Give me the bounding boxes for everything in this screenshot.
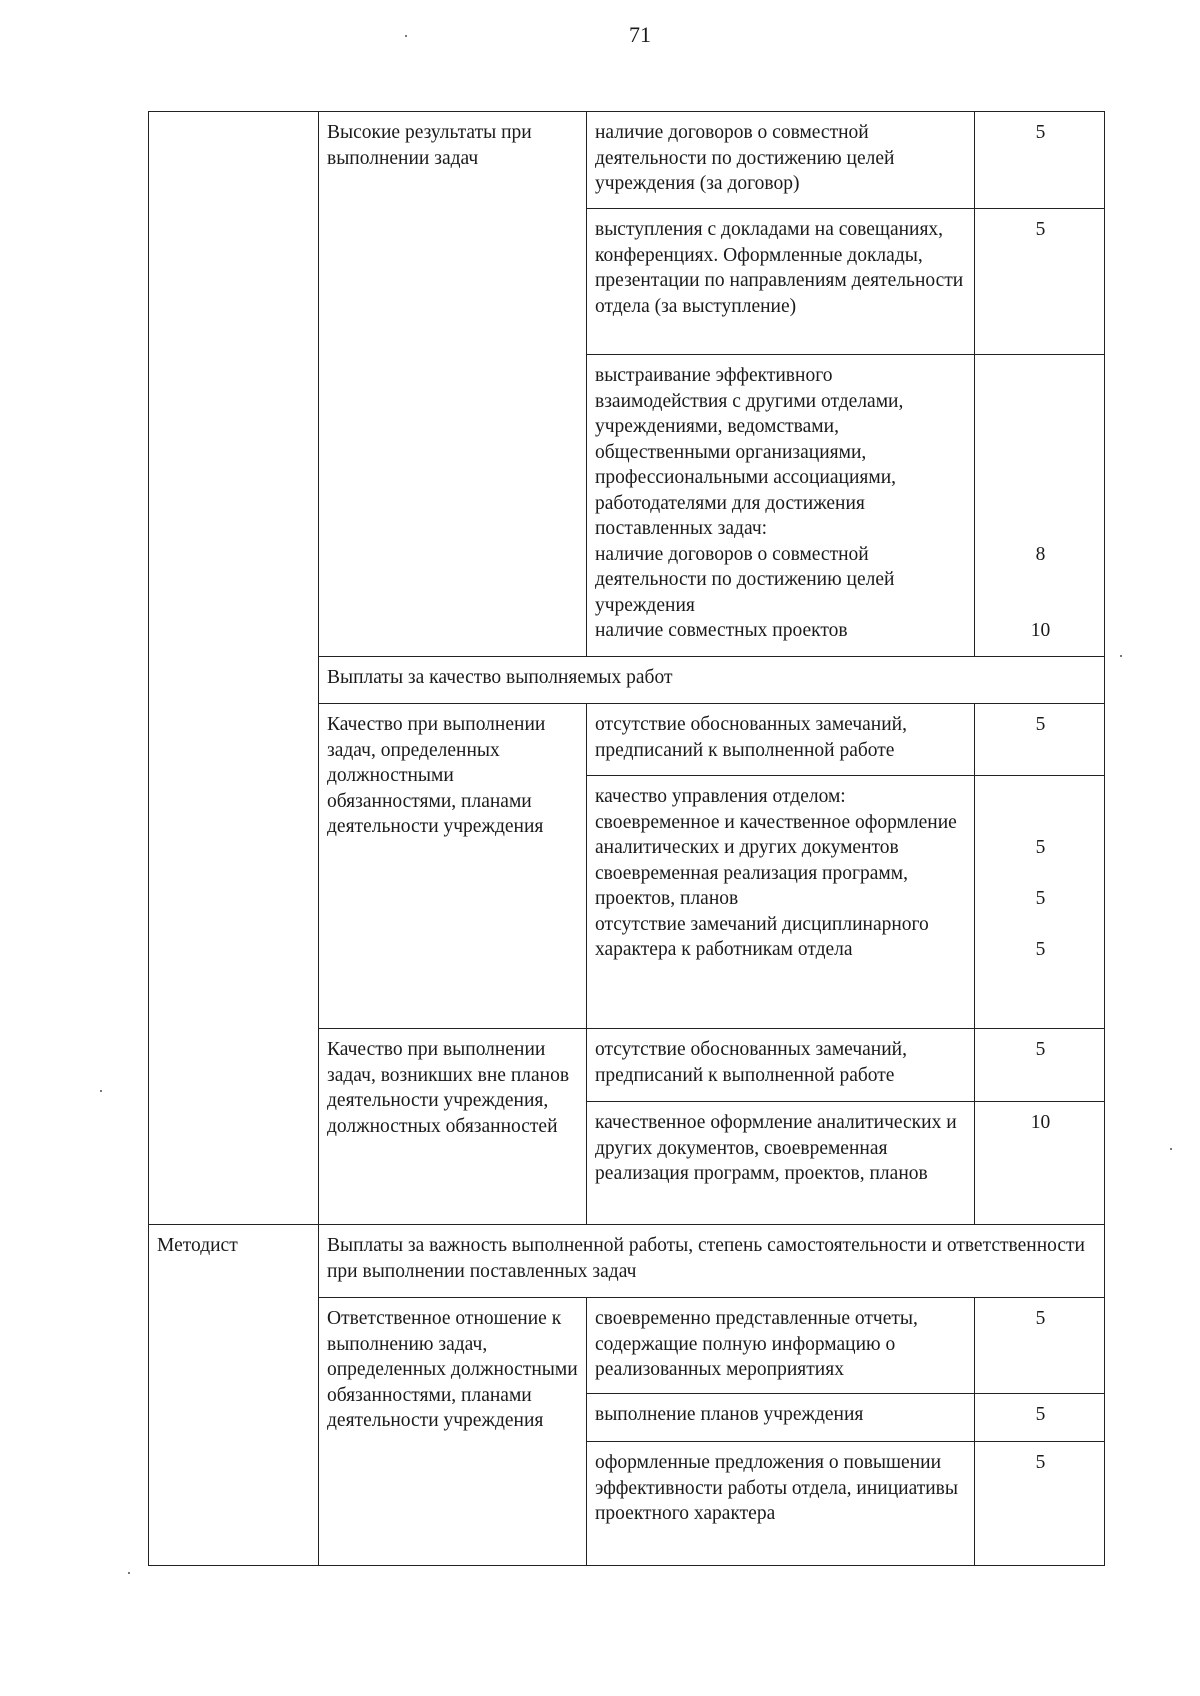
score-value: 8 (1035, 543, 1046, 565)
scan-speck (128, 1572, 130, 1574)
score-cell: 5 (975, 704, 1105, 776)
section-header: Выплаты за важность выполненной работы, степень самостоятельности и ответственности при выполнении поставленных задач (319, 1225, 1105, 1298)
score-cell: 10 (975, 1102, 1105, 1225)
score-cell (975, 355, 1105, 657)
table-row (149, 112, 1105, 209)
indicator-subitem: отсутствие замечаний дисциплинарного характера к работникам отдела (595, 913, 929, 960)
scan-speck (1120, 655, 1122, 657)
indicator-subitem: наличие договоров о совместной деятельности по достижению целей учреждения (595, 543, 895, 616)
indicator-subitem: своевременное и качественное оформление аналитических и других документов (595, 811, 957, 858)
score-cell: 5 (975, 1029, 1105, 1102)
table-row (149, 1225, 1105, 1298)
criterion-cell: Качество при выполнении задач, возникших вне планов деятельности учреждения, должностных обязанностей (319, 1029, 587, 1225)
score-value: 10 (1030, 620, 1051, 641)
criteria-table (148, 111, 1105, 1566)
section-header: Выплаты за качество выполняемых работ (319, 657, 1105, 704)
indicator-subitem: наличие совместных проектов (595, 620, 848, 641)
position-cell-empty (149, 112, 319, 1225)
score-cell: 5 (975, 1442, 1105, 1566)
score-value: 5 (1035, 939, 1046, 960)
indicator-cell (587, 776, 975, 1029)
score-cell: 5 (975, 1394, 1105, 1442)
page-number: 71 (629, 22, 651, 47)
score-cell: 5 (975, 1298, 1105, 1394)
scan-speck (405, 35, 407, 37)
indicator-cell: отсутствие обоснованных замечаний, предписаний к выполненной работе (587, 704, 975, 776)
indicator-subitem: своевременная реализация программ, проектов, планов (595, 862, 908, 909)
criterion-cell: Высокие результаты при выполнении задач (319, 112, 587, 657)
score-value: 5 (1035, 837, 1046, 858)
indicator-cell: оформленные предложения о повышении эффективности работы отдела, инициативы проектного характера (587, 1442, 975, 1566)
scan-speck (1170, 1148, 1172, 1150)
criterion-cell: Ответственное отношение к выполнению задач, определенных должностными обязанностями, планами деятельности учреждения (319, 1298, 587, 1566)
indicator-cell: качественное оформление аналитических и других документов, своевременная реализация программ, проектов, планов (587, 1102, 975, 1225)
indicator-cell (587, 355, 975, 657)
indicator-intro: выстраивание эффективного взаимодействия с другими отделами, учреждениями, ведомствами, общественными организациями, профессиональными ассоциациями, работодателями для достижения поставленных задач: (595, 365, 904, 539)
score-value: 5 (1035, 888, 1046, 909)
indicator-cell: выполнение планов учреждения (587, 1394, 975, 1442)
indicator-cell: выступления с докладами на совещаниях, конференциях. Оформленные доклады, презентации по направлениям деятельности отдела (за выступление) (587, 209, 975, 355)
criterion-cell: Качество при выполнении задач, определенных должностными обязанностями, планами деятельности учреждения (319, 704, 587, 1029)
score-cell: 5 (975, 209, 1105, 355)
score-cell (975, 776, 1105, 1029)
position-cell: Методист (149, 1225, 319, 1566)
indicator-cell: отсутствие обоснованных замечаний, предписаний к выполненной работе (587, 1029, 975, 1102)
score-cell: 5 (975, 112, 1105, 209)
scan-speck (100, 1090, 102, 1092)
indicator-cell: наличие договоров о совместной деятельности по достижению целей учреждения (за договор) (587, 112, 975, 209)
indicator-intro: качество управления отделом: (595, 786, 846, 807)
indicator-cell: своевременно представленные отчеты, содержащие полную информацию о реализованных мероприятиях (587, 1298, 975, 1394)
